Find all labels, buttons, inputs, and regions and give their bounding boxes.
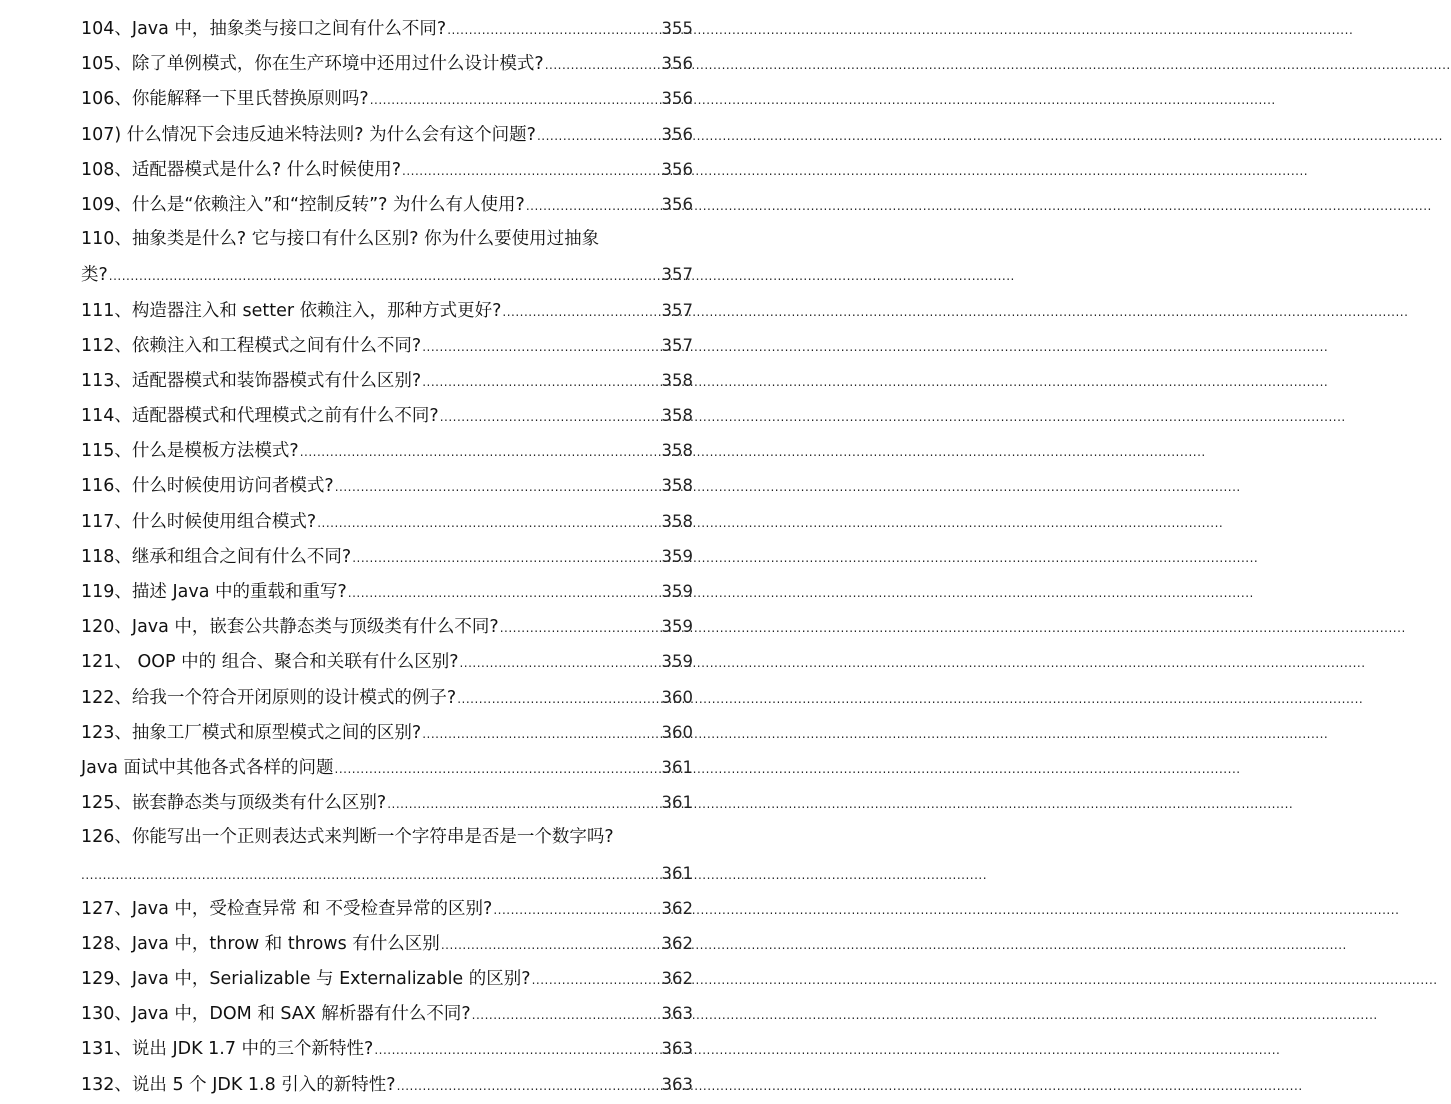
toc-entry-page: 359 (661, 617, 693, 637)
toc-entry-page: 363 (661, 1004, 693, 1024)
toc-entry-page: 356 (661, 159, 693, 179)
toc-entry-page: 357 (661, 335, 693, 355)
dot-leader (502, 295, 660, 330)
toc-entry-line2[interactable] (81, 257, 693, 292)
dot-leader (335, 470, 661, 505)
dot-leader (422, 717, 660, 752)
dot-leader (422, 330, 660, 365)
toc-entry-page: 356 (661, 194, 693, 214)
toc-entry-page: 361 (661, 793, 693, 813)
toc-entry-title: 130、Java 中，DOM 和 SAX 解析器有什么不同? (81, 1004, 471, 1025)
dot-leader (472, 998, 661, 1033)
dot-leader (300, 435, 661, 470)
toc-entry-page: 356 (661, 89, 693, 109)
toc-entry[interactable] (81, 187, 693, 222)
toc-entry-title: 125、嵌套静态类与顶级类有什么区别? (81, 793, 387, 814)
toc-entry-title: 108、适配器模式是什么? 什么时候使用? (81, 159, 402, 180)
toc-entry-title: 110、抽象类是什么? 它与接口有什么区别? 你为什么要使用过抽象 (81, 229, 600, 250)
toc-entry[interactable] (81, 468, 693, 503)
toc-entry[interactable] (81, 891, 693, 926)
toc-entry-title: 116、什么时候使用访问者模式? (81, 476, 334, 497)
toc-entry[interactable] (81, 609, 693, 644)
toc-entry[interactable] (81, 433, 693, 468)
toc-entry-page: 358 (661, 441, 693, 461)
toc-entry-page: 360 (661, 687, 693, 707)
toc-entry-title: 107) 什么情况下会违反迪米特法则? 为什么会有这个问题? (81, 124, 536, 145)
toc-entry-page: 359 (661, 652, 693, 672)
toc-entry-title: 122、给我一个符合开闭原则的设计模式的例子? (81, 687, 457, 708)
toc-entry-page: 359 (661, 582, 693, 601)
toc-entry-page: 362 (661, 933, 693, 953)
toc-entry[interactable] (81, 81, 693, 116)
toc-entry-line2[interactable] (81, 856, 693, 891)
toc-entry-title: 132、说出 5 个 JDK 1.8 引入的新特性? (81, 1074, 396, 1095)
toc-entry-line1[interactable] (81, 222, 693, 257)
toc-entry-page: 362 (661, 898, 693, 918)
toc-entry[interactable] (81, 293, 693, 328)
toc-entry-title: 115、什么是模板方法模式? (81, 441, 299, 462)
toc-entry[interactable] (81, 328, 693, 363)
dot-leader (348, 576, 661, 611)
toc-entry-title: 131、说出 JDK 1.7 中的三个新特性? (81, 1039, 374, 1060)
toc-entry-title: 120、Java 中，嵌套公共静态类与顶级类有什么不同? (81, 617, 499, 638)
toc-entry-title: 112、依赖注入和工程模式之间有什么不同? (81, 335, 422, 356)
toc-entry-page: 358 (661, 370, 693, 390)
dot-leader (317, 506, 660, 541)
toc-entry-page: 361 (661, 863, 693, 883)
dot-leader (109, 259, 661, 294)
dot-leader (397, 1069, 661, 1104)
toc-entry-page: 362 (661, 969, 693, 989)
dot-leader (440, 400, 661, 435)
toc-entry-title: 127、Java 中，受检查异常 和 不受检查异常的区别? (81, 898, 493, 919)
toc-entry-title: 114、适配器模式和代理模式之前有什么不同? (81, 406, 439, 427)
toc-entry[interactable] (81, 574, 693, 609)
dot-leader (500, 611, 661, 646)
toc-entry-page: 358 (661, 406, 693, 426)
toc-entry[interactable] (81, 961, 693, 996)
toc-entry-page: 356 (661, 124, 693, 144)
toc-entry-title: 126、你能写出一个正则表达式来判断一个字符串是否是一个数字吗? (81, 827, 614, 848)
toc-entry[interactable] (81, 715, 693, 750)
toc-entry[interactable] (81, 996, 693, 1031)
dot-leader (532, 963, 661, 998)
toc-entry-title: 106、你能解释一下里氏替换原则吗? (81, 89, 369, 110)
toc-entry-page: 363 (661, 1074, 693, 1094)
toc-entry-title: 129、Java 中，Serializable 与 Externalizable 的区别? (81, 969, 531, 990)
dot-leader (402, 154, 660, 189)
toc-entry[interactable] (81, 1031, 693, 1066)
toc-entry-page: 358 (661, 476, 693, 496)
dot-leader (493, 893, 660, 928)
dot-leader (545, 48, 661, 83)
dot-leader (459, 646, 660, 681)
toc-entry[interactable] (81, 152, 693, 187)
toc-entry-page: 356 (661, 54, 693, 74)
toc-entry-page: 357 (661, 265, 693, 285)
toc-entry-title: 121、 OOP 中的 组合、聚合和关联有什么区别? (81, 652, 459, 673)
toc-entry-title: Java 面试中其他各式各样的问题 (81, 757, 334, 778)
toc-entry-title-continued: 类? (81, 265, 108, 286)
dot-leader (447, 13, 660, 48)
toc-entry-title: 128、Java 中，throw 和 throws 有什么区别 (81, 933, 440, 954)
toc-entry[interactable] (81, 785, 693, 820)
toc-entry[interactable] (81, 1067, 693, 1102)
dot-leader (370, 83, 661, 118)
toc-entry-title: 113、适配器模式和装饰器模式有什么区别? (81, 370, 422, 391)
toc-entry[interactable] (81, 398, 693, 433)
dot-leader (457, 682, 660, 717)
dot-leader (387, 787, 660, 822)
toc-entry-page: 355 (661, 19, 693, 38)
toc-entry-page: 359 (661, 546, 693, 566)
toc-entry[interactable] (81, 680, 693, 715)
toc-entry-page: 363 (661, 1039, 693, 1059)
table-of-contents (81, 11, 693, 1102)
toc-entry[interactable] (81, 117, 693, 152)
toc-entry-title: 104、Java 中，抽象类与接口之间有什么不同? (81, 19, 447, 39)
toc-entry[interactable] (81, 11, 693, 46)
toc-entry-title: 118、继承和组合之间有什么不同? (81, 546, 352, 567)
dot-leader (441, 928, 661, 963)
toc-entry[interactable] (81, 539, 693, 574)
toc-entry-title: 119、描述 Java 中的重载和重写? (81, 582, 347, 602)
dot-leader (81, 858, 661, 893)
toc-entry-title: 111、构造器注入和 setter 依赖注入，那种方式更好? (81, 300, 502, 321)
toc-entry-page: 358 (661, 511, 693, 531)
dot-leader (537, 119, 661, 154)
toc-entry[interactable] (81, 504, 693, 539)
toc-entry[interactable] (81, 644, 693, 679)
toc-entry-line1[interactable] (81, 820, 693, 855)
dot-leader (526, 189, 661, 224)
toc-entry[interactable] (81, 46, 693, 81)
toc-entry-title: 123、抽象工厂模式和原型模式之间的区别? (81, 722, 422, 743)
toc-entry-page: 357 (661, 300, 693, 320)
toc-entry[interactable] (81, 363, 693, 398)
toc-entry-page: 361 (661, 757, 693, 777)
dot-leader (374, 1033, 660, 1068)
toc-entry-title: 117、什么时候使用组合模式? (81, 511, 317, 532)
dot-leader (352, 541, 660, 576)
dot-leader (422, 365, 660, 400)
toc-entry-title: 109、什么是“依赖注入”和“控制反转”? 为什么有人使用? (81, 194, 525, 215)
toc-entry[interactable] (81, 750, 693, 785)
toc-entry-title: 105、除了单例模式，你在生产环境中还用过什么设计模式? (81, 54, 544, 75)
toc-entry-page: 360 (661, 722, 693, 742)
dot-leader (335, 752, 661, 787)
toc-entry[interactable] (81, 926, 693, 961)
